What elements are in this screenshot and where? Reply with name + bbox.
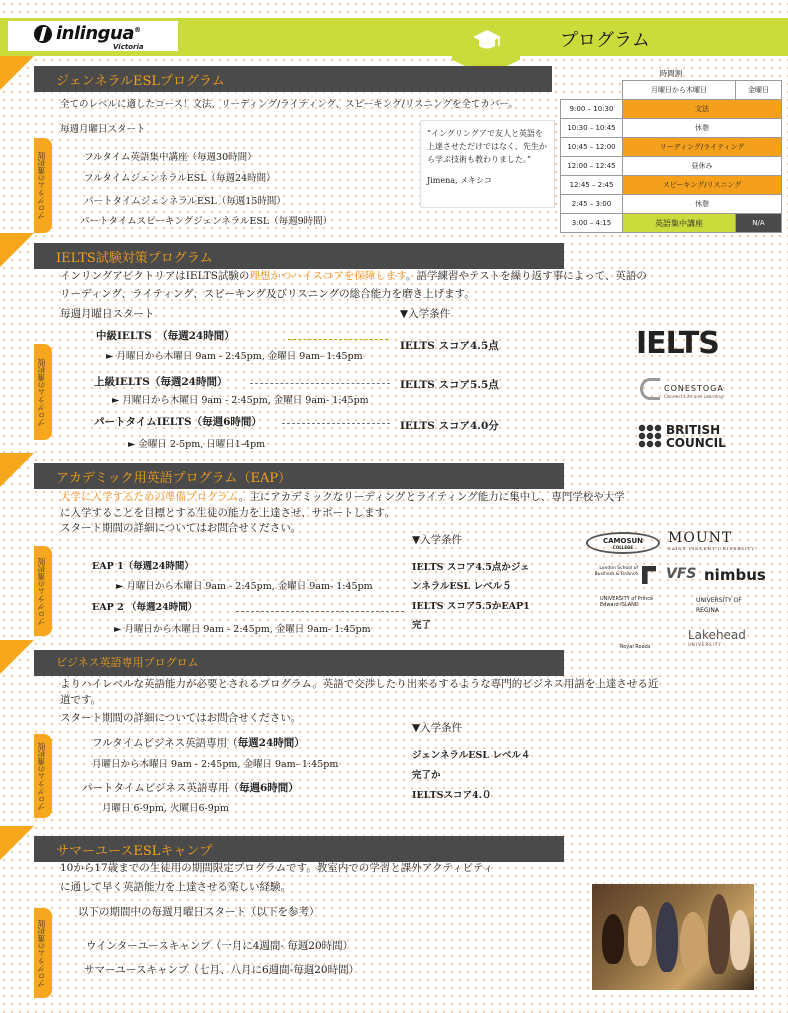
eap-req-3: IELTS スコア5.5かEAP1 [412, 601, 530, 612]
eap-req-2: ンネラルESL レベル５ [412, 581, 512, 592]
eap-intro-line1: 大学に入学するための準備プログラム。主にアカデミックなリーディングとライティング能力に集中し、専門学校や大学 [60, 491, 625, 503]
eap-requirements-label: ▼入学条件 [412, 534, 463, 546]
camosun-logo: CAMOSUN COLLEGE [586, 532, 660, 554]
ielts-req-1: IELTS スコア4.5点 [400, 340, 499, 352]
summer-intro-line2: に通して早く英語能力を上達させる楽しい経験。 [60, 881, 291, 893]
ielts-requirements-label: ▼入学条件 [400, 308, 451, 320]
inlingua-logo: inlingua® Victoria [8, 21, 178, 51]
ielts-schedule-1: ► 月曜日から木曜日 9am - 2:45pm, 金曜日 9am- 1:45pm [106, 351, 363, 362]
eap-intro-line2: に入学することを目標とする生徒の能力を上達させ、サポートします。 [60, 507, 395, 519]
section-title: ジェンネラルESLプログラム [34, 66, 552, 92]
section-header-eap [12, 463, 557, 489]
esl-item-3: パートタイムジェンネラルESL（毎週15時間） [84, 196, 286, 207]
summer-start: 以下の期間中の毎週月曜日スタート（以下を参考） [78, 906, 320, 918]
testimonial-quote: ”イングリングアで友人と英語を上達させただけではなく、先生から学ぶ技術も教わりました。” Jimena, メキシコ [420, 120, 555, 208]
mount-saint-vincent-logo: MOUNT SAINT VINCENT UNIVERSITY [668, 530, 755, 551]
esl-item-4: パートタイムスピーキングジェンネラルESL（毎週9時間） [80, 216, 333, 227]
ielts-schedule-2: ► 月曜日から木曜日 9am - 2:45pm, 金曜日 9am- 1:45pm [112, 395, 369, 406]
business-program-1: フルタイムビジネス英語専用（毎週24時間） [92, 737, 305, 749]
business-program-2: パートタイムビジネス英語専用（毎週6時間） [82, 782, 299, 794]
eap-req-1: IELTS スコア4.5点かジェ [412, 562, 530, 573]
graduation-cap-icon [472, 28, 502, 52]
logo-city: Victoria [113, 43, 144, 51]
ielts-intro-line2: リーディング、ライティング、スピーキング及びリスニングの総合能力を磨き上げます。 [60, 288, 475, 300]
program-options-tab: プログラムの選択肢 [34, 138, 52, 233]
section-title: サマーユースESLキャンプ [34, 836, 564, 862]
testimonial-author: Jimena, メキシコ [427, 176, 493, 185]
nimbus-logo: nimbus [704, 566, 766, 584]
british-council-logo: BRITISH COUNCIL [666, 423, 726, 450]
students-photo [592, 884, 754, 990]
ielts-program-3: パートタイムIELTS（毎週6時間） [94, 416, 262, 428]
section-arrow-icon [0, 453, 34, 487]
timetable-row: 10:45 – 12:00 リーディング/ライティング [561, 138, 782, 157]
conestoga-logo: CONESTOGA [664, 384, 724, 393]
ielts-req-2: IELTS スコア5.5点 [400, 379, 499, 391]
timetable-row: 3:00 – 4:15 英語集中講座 N/A [561, 214, 782, 233]
business-req-2: 完了か [412, 770, 441, 781]
section-arrow-icon [0, 826, 34, 860]
business-schedule-2: 月曜日 6-9pm, 火曜日6-9pm [102, 803, 229, 814]
ielts-start: 毎週月曜日スタート [60, 308, 155, 320]
section-title: IELTS試験対策プログラム [34, 243, 564, 269]
business-requirements-label: ▼入学条件 [412, 722, 463, 734]
section-header-esl [12, 66, 552, 92]
vfs-logo: VFS [666, 566, 697, 582]
logo-wordmark: inlingua [56, 23, 134, 44]
program-options-tab: プログラムの選択肢 [34, 734, 52, 818]
timetable-row: 10:30 – 10:45 休憩 [561, 119, 782, 138]
eap-schedule-1: ► 月曜日から木曜日 9am - 2:45pm, 金曜日 9am- 1:45pm [116, 581, 373, 592]
section-arrow-icon [0, 640, 34, 674]
section-header-ielts [12, 243, 552, 269]
ielts-program-2: 上級IELTS（毎週24時間） [94, 376, 228, 388]
timetable-row: 12:45 – 2:45 スピーキング/リスニング [561, 176, 782, 195]
conestoga-tagline: Connect Life and Learning [664, 395, 724, 400]
ielts-logo: IELTS [636, 326, 719, 361]
inlingua-mark-icon [34, 25, 52, 43]
ielts-req-3: IELTS スコア4.0分 [400, 420, 499, 432]
lakehead-logo: Lakehead UNIVERSITY [688, 628, 746, 647]
lsbf-logo: London School of Business & Finance [594, 566, 638, 577]
program-options-tab: プログラムの選択肢 [34, 344, 52, 440]
summer-program-1: ウインターユースキャンプ（一月に4週間- 毎週20時間） [86, 940, 354, 952]
ielts-program-1: 中級IELTS （毎週24時間） [96, 330, 235, 342]
royal-roads-logo: Royal Roads [620, 644, 651, 650]
business-intro-line1: よりハイレベルな英語能力が必要とされるプログラム。英語で交渉したり出来るするような専門的ビジネス用語を上達させる近 [60, 678, 659, 690]
upei-logo: UNIVERSITY of Prince Edward ISLAND [600, 596, 654, 608]
business-intro-line2: 道です。 [60, 694, 102, 706]
page-title: プログラム [560, 30, 650, 51]
esl-start: 毎週月曜日スタート [60, 124, 146, 135]
conestoga-c-icon [640, 378, 660, 400]
program-options-tab: プログラムの選択肢 [34, 908, 52, 998]
section-header-summer [12, 836, 557, 862]
section-title: アカデミック用英語プログラム（EAP） [34, 463, 564, 489]
esl-description: 全てのレベルに適したコース！文法、リーディング/ライティング、スピーキング/リスニングを全てカバー。 [60, 99, 518, 110]
eap-intro-line3: スタート期間の詳細についてはお問合せください。 [60, 522, 302, 534]
esl-item-2: フルタイムジェンネラルESL（毎週24時間） [84, 173, 276, 184]
british-council-dots-icon [638, 424, 662, 448]
eap-schedule-2: ► 月曜日から木曜日 9am - 2:45pm, 金曜日 9am- 1:45pm [114, 624, 371, 635]
business-req-1: ジェンネラルESL レベル４ [412, 750, 531, 761]
summer-intro-line1: 10から17歳までの生徒用の期間限定プログラムです。教室内での学習と課外アクティビティ [60, 862, 494, 874]
section-header-business [12, 650, 557, 676]
timetable-row: 12:00 – 12:45 昼休み [561, 157, 782, 176]
lsbf-mark-icon [642, 566, 656, 584]
ielts-schedule-3: ► 金曜日 2-5pm, 日曜日1-4pm [128, 439, 266, 450]
program-options-tab: プログラムの選択肢 [34, 546, 52, 636]
timetable-row: 2:45 – 3:00 休憩 [561, 195, 782, 214]
timetable-caption: 時間割 [659, 69, 683, 78]
section-arrow-icon [0, 233, 34, 267]
section-arrow-icon [0, 56, 34, 90]
business-req-3: IELTSスコア4.０ [412, 790, 492, 801]
eap-req-4: 完了 [412, 620, 432, 631]
ielts-intro-line1: インリングアビクトリアはIELTS試験の理想かつハイスコアを保障します。語学練習やテストを繰り返す事によって、英語の [60, 270, 647, 282]
esl-item-1: フルタイム英語集中講座（毎週30時間） [84, 152, 257, 163]
eap-program-1: EAP 1（毎週24時間） [92, 561, 194, 572]
business-schedule-1: 月曜日から木曜日 9am - 2:45pm, 金曜日 9am- 1:45pm [92, 759, 339, 770]
regina-logo: UNIVERSITY OF REGINA [696, 597, 742, 614]
business-intro-line3: スタート期間の詳細についてはお問合せください。 [60, 712, 302, 724]
timetable: 時間割 月曜日から木曜日 金曜日 9:00 – 10:30 文法 10:30 – 10:45 休憩 10:45 – 12:00 リーディング/ライティング 12:00 – 12:45 昼休み 12:45 – 2:45 スピーキング/リスニング 2:45 – 3:00 休憩 3:00 – 4:15 英語集中講座 N/A [560, 68, 782, 233]
timetable-row: 9:00 – 10:30 文法 [561, 100, 782, 119]
summer-program-2: サマーユースキャンプ（七月、八月に6週間-毎週20時間） [84, 964, 360, 976]
section-title: ビジネス英語専用プログロム [34, 650, 564, 676]
eap-program-2: EAP 2 （毎週24時間） [92, 602, 198, 613]
